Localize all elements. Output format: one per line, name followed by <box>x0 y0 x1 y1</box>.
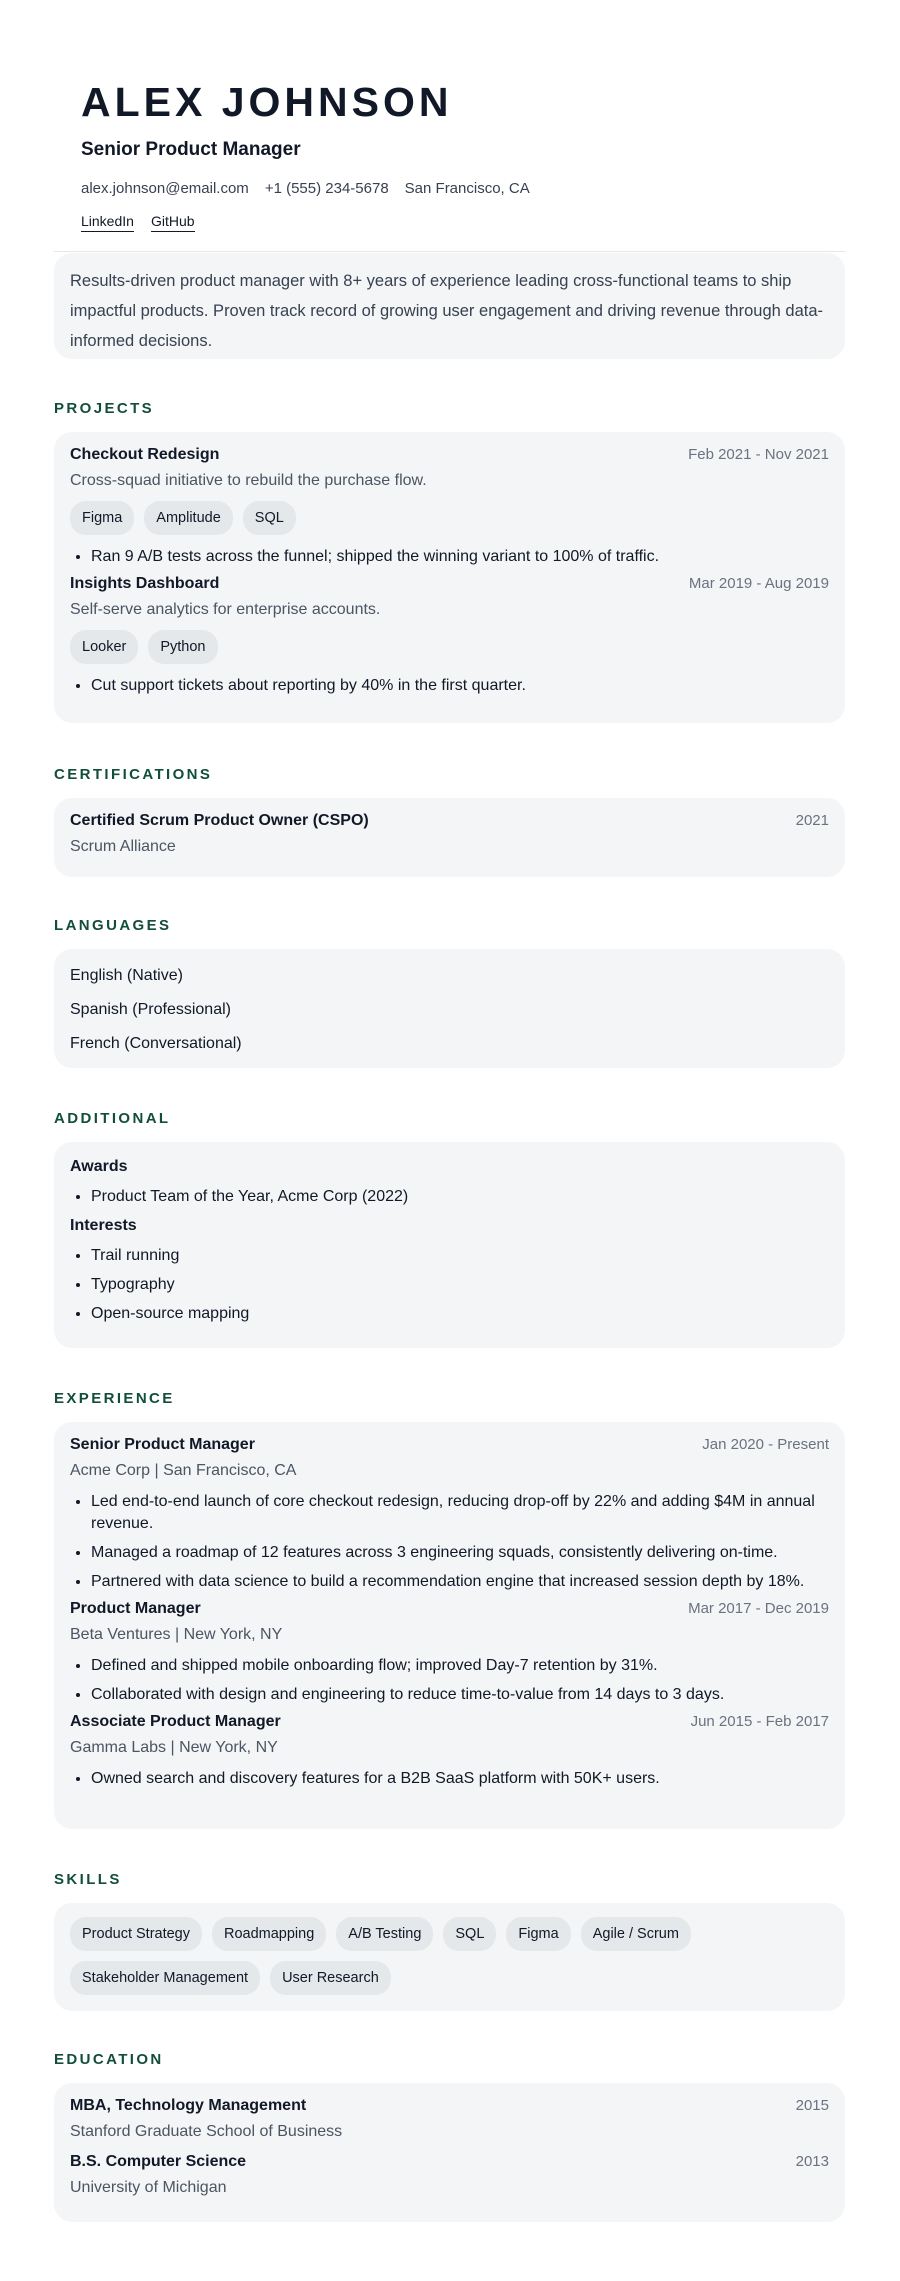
language-item: Spanish (Professional) <box>70 1001 231 1018</box>
bullet: • Collaborated with design and engineering to reduce time-to-value from 14 days to 3 days. <box>91 1684 829 1706</box>
summary-text: Results-driven product manager with 8+ years of experience leading cross-functional teams to ship impactful products. Proven track record of growing user engagement and driving revenue through data-informed decisions. <box>70 272 824 350</box>
project-date: Feb 2021 - Nov 2021 <box>688 446 829 463</box>
bullet: • Led end-to-end launch of core checkout redesign, reducing drop-off by 22% and adding $4M in annual revenue. <box>91 1491 829 1535</box>
github-link[interactable]: GitHub <box>151 213 195 232</box>
skills-card <box>54 1903 845 2011</box>
projects-card <box>54 432 845 723</box>
skill-tag: SQL <box>443 1917 496 1951</box>
project-description: Self-serve analytics for enterprise accounts. <box>70 601 381 618</box>
project-date: Mar 2019 - Aug 2019 <box>688 575 829 592</box>
education-heading: EDUCATION <box>54 2051 164 2068</box>
education-card <box>54 2083 845 2222</box>
bullet: • Defined and shipped mobile onboarding flow; improved Day-7 retention by 31%. <box>91 1655 829 1677</box>
project-description: Cross-squad initiative to rebuild the purchase flow. <box>70 472 427 489</box>
tag: SQL <box>243 501 296 535</box>
job-date: Jun 2015 - Feb 2017 <box>690 1713 829 1730</box>
project-item <box>70 575 829 697</box>
tag: Amplitude <box>144 501 232 535</box>
bullet: • Managed a roadmap of 12 features across 3 engineering squads, consistently delivering on-time. <box>91 1542 829 1564</box>
school-name: University of Michigan <box>70 2179 227 2196</box>
degree-name: MBA, Technology Management <box>70 2097 307 2114</box>
interests-label: Interests <box>70 1217 137 1234</box>
certification-name: Certified Scrum Product Owner (CSPO) <box>70 812 369 829</box>
projects-heading: PROJECTS <box>54 400 155 417</box>
experience-heading: EXPERIENCE <box>54 1390 175 1407</box>
job-bullets <box>70 1491 829 1593</box>
interest-item: • Typography <box>91 1274 829 1296</box>
awards-list <box>70 1186 829 1208</box>
education-item <box>70 2153 829 2197</box>
education-item <box>70 2097 829 2141</box>
language-item: French (Conversational) <box>70 1035 242 1052</box>
skill-tag: A/B Testing <box>336 1917 433 1951</box>
additional-card <box>54 1142 845 1348</box>
job-role: Product Manager <box>70 1600 201 1617</box>
job-item <box>70 1713 829 1790</box>
linkedin-link[interactable]: LinkedIn <box>81 213 134 232</box>
job-company: Acme Corp | San Francisco, CA <box>70 1462 297 1479</box>
email-text[interactable]: alex.johnson@email.com <box>81 180 249 197</box>
interests-list <box>70 1245 829 1325</box>
award-item: • Product Team of the Year, Acme Corp (2022) <box>91 1186 829 1208</box>
certification-issuer: Scrum Alliance <box>70 838 176 855</box>
contact-line <box>81 180 846 197</box>
job-role: Associate Product Manager <box>70 1713 281 1730</box>
languages-heading: LANGUAGES <box>54 917 172 934</box>
job-bullets <box>70 1655 829 1706</box>
location-text: San Francisco, CA <box>404 180 530 197</box>
job-item <box>70 1436 829 1593</box>
skill-tag: User Research <box>270 1961 391 1995</box>
tag: Looker <box>70 630 138 664</box>
project-item <box>70 446 829 568</box>
project-bullets <box>70 546 829 568</box>
degree-year: 2015 <box>795 2097 829 2114</box>
degree-year: 2013 <box>795 2153 829 2170</box>
candidate-name: ALEX JOHNSON <box>81 79 453 125</box>
job-company: Beta Ventures | New York, NY <box>70 1626 283 1643</box>
skills-tags <box>70 1917 829 1995</box>
language-item: English (Native) <box>70 967 183 984</box>
job-date: Jan 2020 - Present <box>702 1436 829 1453</box>
certifications-heading: CERTIFICATIONS <box>54 766 213 783</box>
profile-links <box>81 213 846 232</box>
awards-label: Awards <box>70 1158 128 1175</box>
skills-heading: SKILLS <box>54 1871 122 1888</box>
project-bullets <box>70 675 829 697</box>
interest-item: • Open-source mapping <box>91 1303 829 1325</box>
project-tags <box>70 630 829 664</box>
bullet: • Owned search and discovery features for a B2B SaaS platform with 50K+ users. <box>91 1768 829 1790</box>
skill-tag: Product Strategy <box>70 1917 202 1951</box>
job-company: Gamma Labs | New York, NY <box>70 1739 278 1756</box>
school-name: Stanford Graduate School of Business <box>70 2123 343 2140</box>
job-bullets <box>70 1768 829 1790</box>
project-name: Checkout Redesign <box>70 446 220 463</box>
job-item <box>70 1600 829 1706</box>
certifications-card <box>54 798 845 877</box>
languages-card <box>54 949 845 1068</box>
skill-tag: Roadmapping <box>212 1917 326 1951</box>
bullet: • Partnered with data science to build a recommendation engine that increased session depth by 18%. <box>91 1571 829 1593</box>
tag: Python <box>148 630 217 664</box>
job-role: Senior Product Manager <box>70 1436 255 1453</box>
phone-text: +1 (555) 234-5678 <box>264 180 389 197</box>
certification-year: 2021 <box>795 812 829 829</box>
candidate-title: Senior Product Manager <box>81 139 301 160</box>
degree-name: B.S. Computer Science <box>70 2153 247 2170</box>
resume-header <box>54 0 846 252</box>
bullet: • Cut support tickets about reporting by 40% in the first quarter. <box>91 675 829 697</box>
summary-card <box>54 253 845 359</box>
experience-card <box>54 1422 845 1829</box>
skill-tag: Stakeholder Management <box>70 1961 260 1995</box>
bullet: • Ran 9 A/B tests across the funnel; shipped the winning variant to 100% of traffic. <box>91 546 829 568</box>
additional-heading: ADDITIONAL <box>54 1110 171 1127</box>
interest-item: • Trail running <box>91 1245 829 1267</box>
job-date: Mar 2017 - Dec 2019 <box>688 1600 829 1617</box>
project-name: Insights Dashboard <box>70 575 220 592</box>
skill-tag: Figma <box>506 1917 570 1951</box>
tag: Figma <box>70 501 134 535</box>
skill-tag: Agile / Scrum <box>581 1917 691 1951</box>
project-tags <box>70 501 829 535</box>
